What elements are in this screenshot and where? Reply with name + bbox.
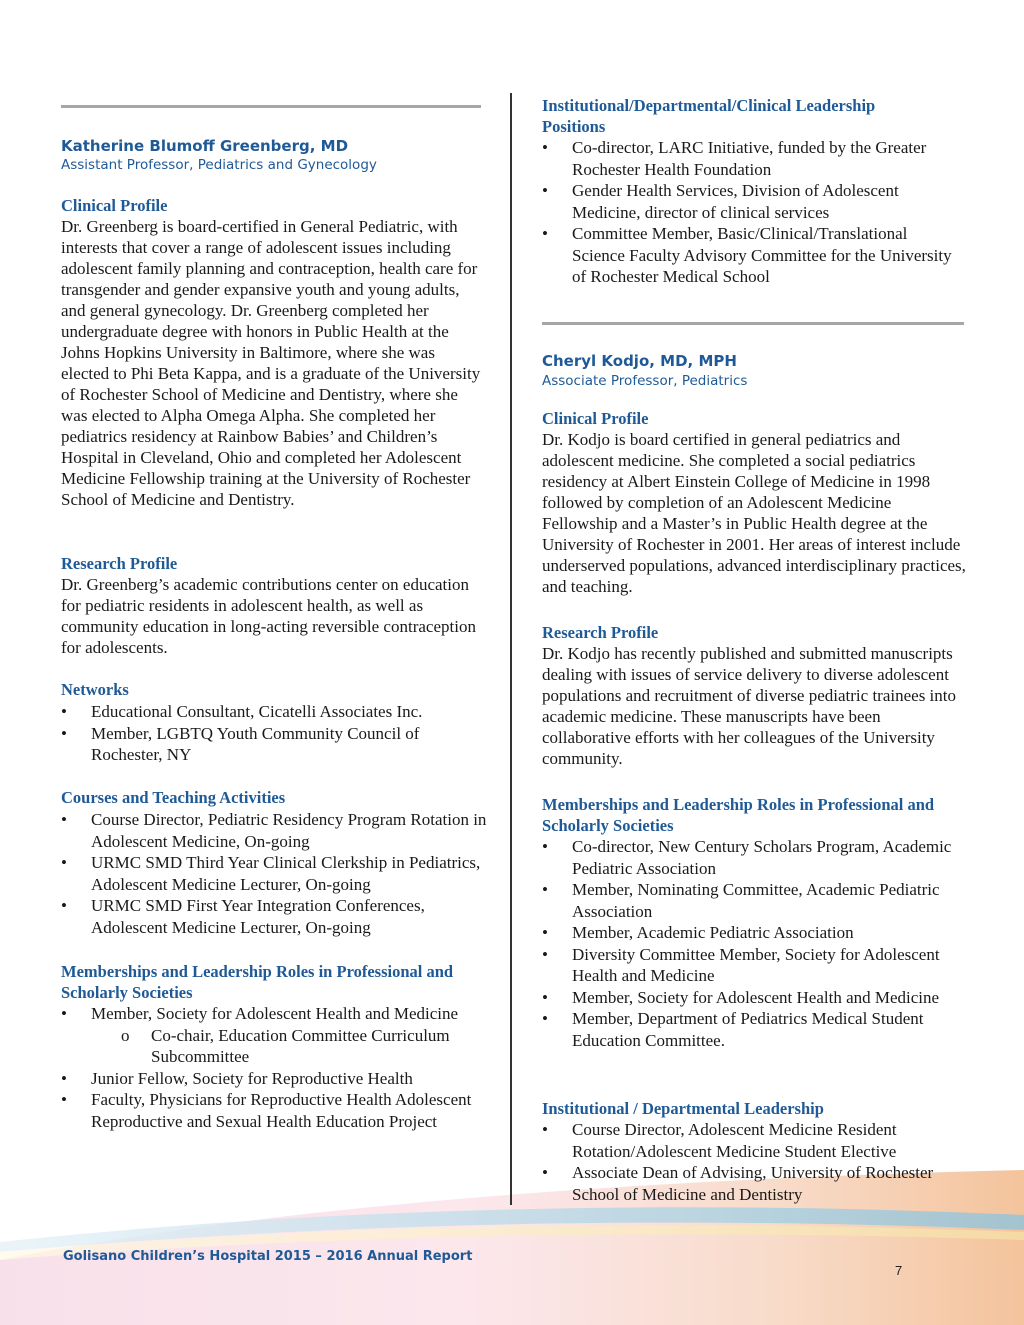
bullet-icon: • xyxy=(542,138,548,157)
bullet-icon: • xyxy=(542,181,548,200)
list-item: • Course Director, Adolescent Medicine Resident Rotation/Adolescent Medicine Student Elective xyxy=(542,1120,897,1161)
section-heading-memberships: Memberships and Leadership Roles in Professional and Scholarly Societies xyxy=(61,962,454,1002)
section-rule xyxy=(542,322,964,325)
bullet-icon: • xyxy=(542,837,548,856)
section-heading-clinical: Clinical Profile xyxy=(542,409,649,428)
networks-list xyxy=(61,701,471,766)
bullet-icon: • xyxy=(542,224,548,243)
section-heading-research: Research Profile xyxy=(61,554,178,573)
faculty-name: Cheryl Kodjo, MD, MPH xyxy=(542,352,737,370)
list-item: • Member, Nominating Committee, Academic Pediatric Association xyxy=(542,880,940,921)
list-item: • URMC SMD First Year Integration Conferences, Adolescent Medicine Lecturer, On-going xyxy=(61,896,425,937)
bullet-icon: • xyxy=(61,853,67,872)
memberships-list xyxy=(542,836,964,1051)
memberships-list xyxy=(61,1003,481,1132)
section-heading-memberships: Memberships and Leadership Roles in Professional and Scholarly Societies xyxy=(542,795,935,835)
section-rule xyxy=(61,105,481,108)
list-item: • Member, Department of Pediatrics Medical Student Education Committee. xyxy=(542,1009,924,1050)
bullet-icon: • xyxy=(61,810,67,829)
bullet-icon: • xyxy=(61,1068,67,1088)
faculty-title: Associate Professor, Pediatrics xyxy=(542,373,748,389)
bullet-icon: • xyxy=(542,880,548,899)
bullet-icon: • xyxy=(61,896,67,915)
list-item: • URMC SMD Third Year Clinical Clerkship in Pediatrics, Adolescent Medicine Lecturer, On-going xyxy=(61,853,481,894)
bullet-icon: • xyxy=(61,1004,67,1023)
list-item: • Course Director, Pediatric Residency Program Rotation in Adolescent Medicine, On-going xyxy=(61,810,487,851)
bullet-icon: • xyxy=(61,1090,67,1109)
list-item: • Educational Consultant, Cicatelli Associates Inc. xyxy=(61,702,423,721)
list-item: • Junior Fellow, Society for Reproductive Health xyxy=(61,1068,413,1088)
list-item: • Member, LGBTQ Youth Community Council of Rochester, NY xyxy=(61,723,420,764)
list-item: • Associate Dean of Advising, University of Rochester School of Medicine and Dentistry xyxy=(542,1163,934,1204)
research-profile-text: Dr. Greenberg’s academic contributions center on education for pediatric residents in adolescent health, as well as community education in long-acting reversible contraception for adolescents. xyxy=(61,575,476,657)
bullet-icon: • xyxy=(542,944,548,964)
section-heading-clinical: Clinical Profile xyxy=(61,196,168,215)
bullet-icon: • xyxy=(542,987,548,1007)
list-item: • Member, Academic Pediatric Association xyxy=(542,923,854,942)
footer-report-title: Golisano Children’s Hospital 2015 – 2016 Annual Report xyxy=(63,1249,473,1264)
list-item: • Diversity Committee Member, Society for Adolescent Health and Medicine xyxy=(542,944,940,985)
clinical-profile-text: Dr. Greenberg is board-certified in General Pediatric, with interests that cover a range of adolescent issues including adolescent family planning and contraception, health care for transgender and gender expansive youth and young adults, and general gynecology. Dr. Greenberg completed her undergraduate degree with honors in Public Health at the Johns Hopkins University in Baltimore, where she was elected to Phi Beta Kappa, and is a graduate of the University of Rochester School of Medicine and Dentistry, where she was elected to Alpha Omega Alpha. She completed her pediatrics residency at Rainbow Babies’ and Children’s Hospital in Cleveland, Ohio and completed her Adolescent Medicine Fellowship training at the University of Rochester School of Medicine and Dentistry. xyxy=(61,217,481,509)
research-profile-text: Dr. Kodjo has recently published and submitted manuscripts dealing with issues of service delivery to diverse adolescent populations and recruitment of diverse pediatric trainees into academic medicine. These manuscripts have been collaborative efforts with her colleagues of the University community. xyxy=(542,644,957,768)
bullet-icon: • xyxy=(61,702,67,721)
institutional-list xyxy=(542,137,964,288)
courses-list xyxy=(61,809,491,938)
column-divider xyxy=(510,93,512,1205)
bullet-icon: • xyxy=(542,1120,548,1139)
list-item: • Member, Society for Adolescent Health and Medicine xyxy=(542,987,940,1007)
sub-bullet-icon: o xyxy=(121,1025,130,1045)
institutional-leadership-list xyxy=(542,1119,964,1205)
list-item: • Committee Member, Basic/Clinical/Translational Science Faculty Advisory Committee for the University of Rochester Medical School xyxy=(542,224,952,286)
list-item: • Co-director, New Century Scholars Program, Academic Pediatric Association xyxy=(542,837,952,878)
bullet-icon: • xyxy=(542,923,548,942)
bullet-icon: • xyxy=(542,1163,548,1182)
faculty-name: Katherine Blumoff Greenberg, MD xyxy=(61,137,349,155)
bullet-icon: • xyxy=(61,723,67,743)
list-item: • Faculty, Physicians for Reproductive Health Adolescent Reproductive and Sexual Health Education Project xyxy=(61,1090,472,1131)
faculty-title: Assistant Professor, Pediatrics and Gynecology xyxy=(61,157,377,173)
list-item: • Co-director, LARC Initiative, funded by the Greater Rochester Health Foundation xyxy=(542,138,927,179)
section-heading-institutional: Institutional/Departmental/Clinical Leadership Positions xyxy=(542,96,876,136)
section-heading-networks: Networks xyxy=(61,680,129,699)
list-item: o Co-chair, Education Committee Curriculum Subcommittee xyxy=(121,1025,450,1066)
page-number: 7 xyxy=(895,1263,903,1278)
section-heading-research: Research Profile xyxy=(542,623,659,642)
section-heading-institutional-leadership: Institutional / Departmental Leadership xyxy=(542,1099,824,1118)
section-heading-courses: Courses and Teaching Activities xyxy=(61,788,286,807)
list-item: • Gender Health Services, Division of Adolescent Medicine, director of clinical services xyxy=(542,181,899,222)
clinical-profile-text: Dr. Kodjo is board certified in general pediatrics and adolescent medicine. She completed a social pediatrics residency at Albert Einstein College of Medicine in 1998 followed by completion of an Adolescent Medicine Fellowship and a Master’s in Public Health degree at the University of Rochester in 2001. Her areas of interest include underserved populations, advanced interdisciplinary practices, and teaching. xyxy=(542,430,966,596)
bullet-icon: • xyxy=(542,1009,548,1028)
list-item: • Member, Society for Adolescent Health and Medicine xyxy=(61,1004,459,1023)
